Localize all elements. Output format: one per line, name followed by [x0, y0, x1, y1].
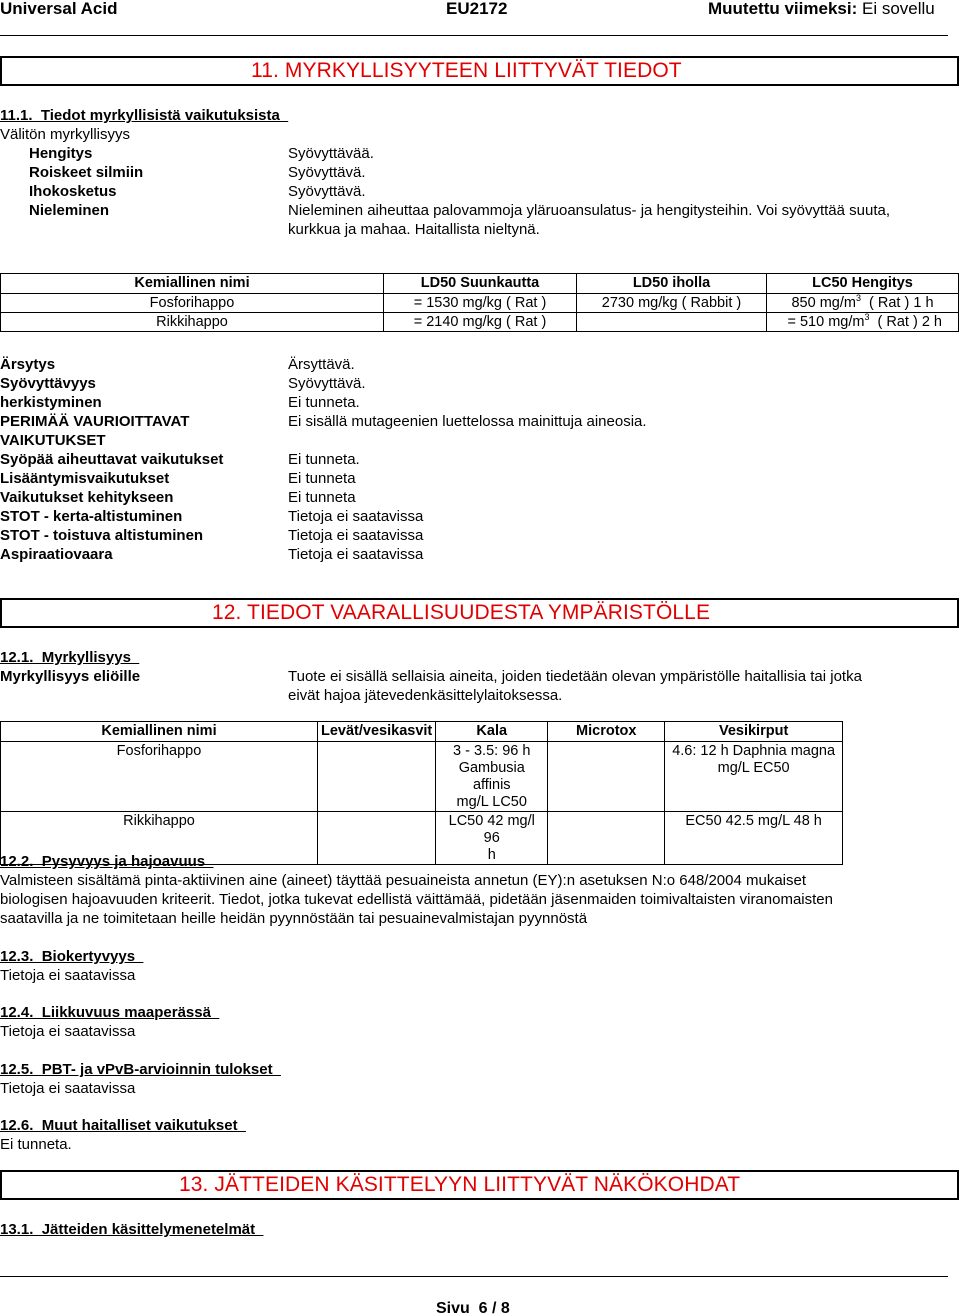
footer-rule [0, 1276, 948, 1277]
effect-label: PERIMÄÄ VAURIOITTAVAT [0, 413, 190, 430]
section-12-3-heading: 12.3. Biokertyvyys [0, 948, 144, 965]
chemical-name-cell: Fosforihappo [1, 294, 384, 313]
ecotoxicity-text: Tuote ei sisällä sellaisia aineita, joiden tiedetään olevan ympäristölle haitallisia tai jotka [288, 668, 862, 685]
lc50-inhalation-cell: = 510 $mg/m^3$ ( Rat ) 2 h [767, 313, 959, 332]
table-row [1, 294, 959, 313]
effect-value: Ei tunneta. [288, 451, 360, 468]
col-chemical-name: Kemiallinen nimi [1, 722, 318, 742]
col-microtox: Microtox [548, 722, 665, 742]
chemical-name-cell: Rikkihappo [1, 313, 384, 332]
table-header-row [1, 722, 843, 742]
route-value: Nieleminen aiheuttaa palovammoja yläruoansulatus- ja hengitysteihin. Voi syövyttää suuta, [288, 202, 891, 219]
persistence-text: biologisen hajoavuuden kriteerit. Tiedot, jotka tukevat edellistä väittämää, pidetään jäsenmaiden toimivaltaisten viranomaisten [0, 891, 833, 908]
col-ld50-dermal: LD50 iholla [577, 274, 767, 294]
col-algae: Levät/vesikasvit [318, 722, 436, 742]
algae-cell [318, 812, 436, 865]
ecotoxicity-text: eivät hajoa jätevedenkäsittelylaitoksessa. [288, 687, 563, 704]
fish-cell: LC50 42 mg/l 96 h [436, 812, 548, 865]
section-12-4-heading: 12.4. Liikkuvuus maaperässä [0, 1004, 220, 1021]
effect-value: Ei sisällä mutageenien luettelossa mainittuja aineosia. [288, 413, 647, 430]
fish-cell: 3 - 3.5: 96 h Gambusia affinis mg/L LC50 [436, 742, 548, 812]
col-chemical-name: Kemiallinen nimi [1, 274, 384, 294]
page-number: Sivu 6 / 8 [436, 1300, 510, 1316]
section-12-2-heading: 12.2. Pysyvyys ja hajoavuus [0, 853, 214, 870]
effect-value: Ei tunneta. [288, 394, 360, 411]
effect-label: Aspiraatiovaara [0, 546, 113, 563]
col-lc50-inhalation: LC50 Hengitys [767, 274, 959, 294]
section-12-banner [0, 598, 959, 628]
route-value: Syövyttävä. [288, 183, 366, 200]
chemical-name-cell: Rikkihappo [1, 812, 318, 865]
lc50-inhalation-cell: 850 $mg/m^3$ ( Rat ) 1 h [767, 294, 959, 313]
effect-value: Ei tunneta [288, 470, 356, 487]
section-13-banner [0, 1170, 959, 1200]
route-value-continued: kurkkua ja mahaa. Haitallista nieltynä. [288, 221, 540, 238]
algae-cell [318, 742, 436, 812]
daphnia-cell: 4.6: 12 h Daphnia magna mg/L EC50 [665, 742, 843, 812]
daphnia-cell: EC50 42.5 mg/L 48 h [665, 812, 843, 865]
header-product-code: EU2172 [446, 0, 508, 18]
col-ld50-oral: LD50 Suunkautta [384, 274, 577, 294]
section-11-title: 11. MYRKYLLISYYTEEN LIITTYVÄT TIEDOT [251, 58, 682, 82]
header-revision-label: Muutettu viimeksi: [708, 0, 858, 18]
ld50-dermal-cell [577, 313, 767, 332]
section-13-1-heading: 13.1. Jätteiden käsittelymenetelmät [0, 1221, 264, 1238]
effect-label: STOT - toistuva altistuminen [0, 527, 204, 544]
effect-label: Syövyttävyys [0, 375, 96, 392]
ld50-oral-cell: = 1530 mg/kg ( Rat ) [384, 294, 577, 313]
acute-toxicity-heading: Välitön myrkyllisyys [0, 126, 131, 143]
microtox-cell [548, 742, 665, 812]
table-row [1, 742, 843, 812]
section-11-banner [0, 56, 959, 86]
route-label: Hengitys [29, 145, 93, 162]
col-daphnia: Vesikirput [665, 722, 843, 742]
route-label: Roiskeet silmiin [29, 164, 144, 181]
effect-label: Lisääntymisvaikutukset [0, 470, 170, 487]
effect-label: herkistyminen [0, 394, 102, 411]
section-12-title: 12. TIEDOT VAARALLISUUDESTA YMPÄRISTÖLLE [212, 600, 711, 624]
route-value: Syövyttävä. [288, 164, 366, 181]
ld50-dermal-cell: 2730 mg/kg ( Rabbit ) [577, 294, 767, 313]
persistence-text: saatavilla ja ne toimitetaan heille heidän pyynnöstään tai pesuainevalmistajan pyynnöstä [0, 910, 588, 927]
ld50-oral-cell: = 2140 mg/kg ( Rat ) [384, 313, 577, 332]
section-12-1-heading: 12.1. Myrkyllisyys [0, 649, 140, 666]
ecotoxicity-label: Myrkyllisyys eliöille [0, 668, 141, 685]
table-header-row [1, 274, 959, 294]
header-revision-value: Ei sovellu [861, 0, 935, 18]
effect-value: Ärsyttävä. [288, 356, 355, 373]
effect-label: Syöpää aiheuttavat vaikutukset [0, 451, 224, 468]
effect-value: Tietoja ei saatavissa [288, 546, 424, 563]
pbt-text: Tietoja ei saatavissa [0, 1080, 136, 1097]
header-revision [708, 0, 935, 20]
route-value: Syövyttävää. [288, 145, 374, 162]
section-11-1-heading: 11.1. Tiedot myrkyllisistä vaikutuksista [0, 107, 289, 124]
effect-value: Tietoja ei saatavissa [288, 527, 424, 544]
section-13-title: 13. JÄTTEIDEN KÄSITTELYYN LIITTYVÄT NÄKÖKOHDAT [179, 1172, 741, 1196]
effect-value: Ei tunneta [288, 489, 356, 506]
bioaccumulation-text: Tietoja ei saatavissa [0, 967, 136, 984]
microtox-cell [548, 812, 665, 865]
ecotoxicity-table [0, 721, 843, 865]
persistence-text: Valmisteen sisältämä pinta-aktiivinen aine (aineet) täyttää pesuaineista annetun (EY):n asetuksen N:o 648/2004 mukaiset [0, 872, 807, 889]
effect-label: Ärsytys [0, 356, 56, 373]
col-fish: Kala [436, 722, 548, 742]
section-12-5-heading: 12.5. PBT- ja vPvB-arvioinnin tulokset [0, 1061, 281, 1078]
table-row [1, 313, 959, 332]
header-rule [0, 35, 948, 36]
effect-value: Syövyttävä. [288, 375, 366, 392]
effect-label: STOT - kerta-altistuminen [0, 508, 183, 525]
effect-label: VAIKUTUKSET [0, 432, 106, 449]
effect-label: Vaikutukset kehitykseen [0, 489, 174, 506]
route-label: Ihokosketus [29, 183, 117, 200]
effect-value: Tietoja ei saatavissa [288, 508, 424, 525]
chemical-name-cell: Fosforihappo [1, 742, 318, 812]
section-12-6-heading: 12.6. Muut haitalliset vaikutukset [0, 1117, 246, 1134]
acute-toxicity-table [0, 273, 959, 332]
mobility-text: Tietoja ei saatavissa [0, 1023, 136, 1040]
route-label: Nieleminen [29, 202, 110, 219]
other-effects-text: Ei tunneta. [0, 1136, 72, 1153]
header-product-name: Universal Acid [0, 0, 118, 18]
